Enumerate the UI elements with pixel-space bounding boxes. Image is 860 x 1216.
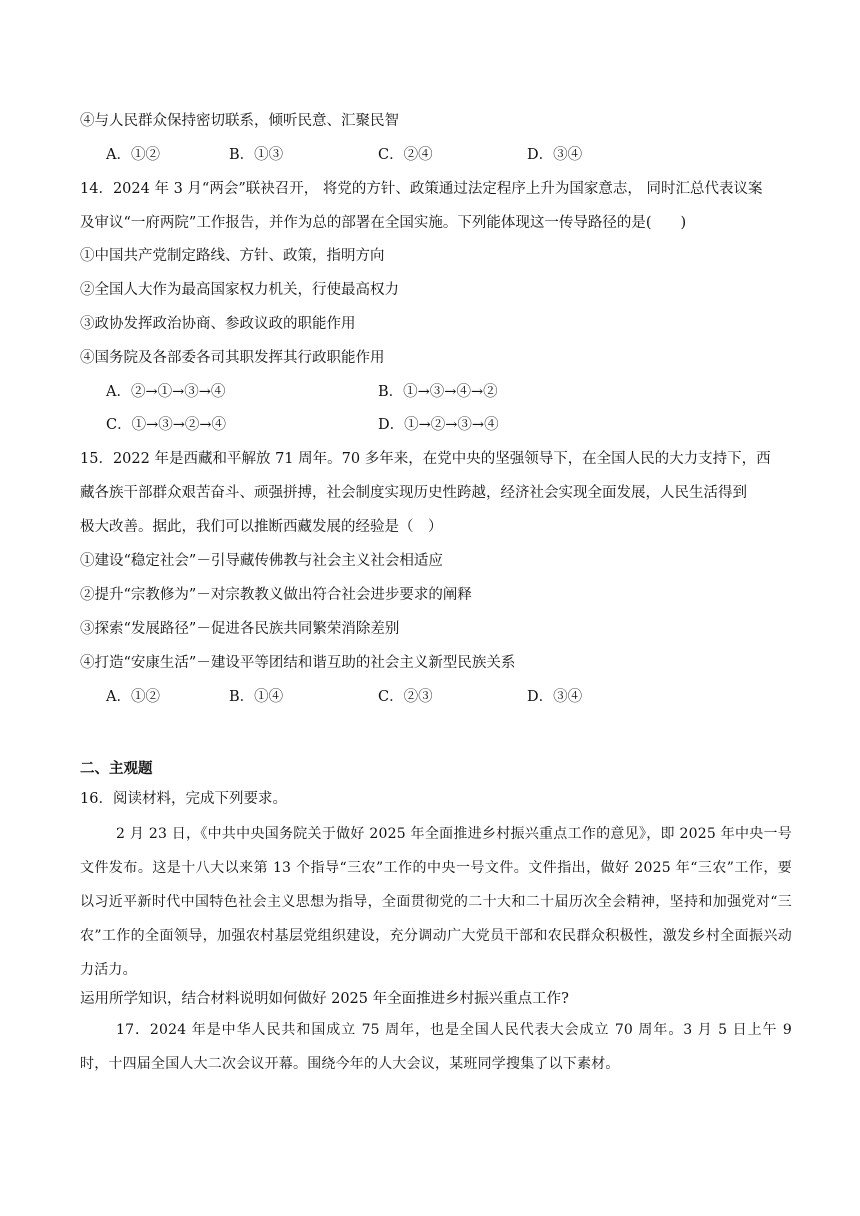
q13-option-d: D．③④	[527, 147, 583, 163]
q15-stem-line-3: 极大改善。据此，我们可以推断西藏发展的经验是（ ）	[80, 519, 443, 535]
q13-option-a: A．①②	[106, 147, 160, 163]
q15-item-4: ④打造“安康生活”－建设平等团结和谐互助的社会主义新型民族关系	[80, 655, 516, 671]
q13-option-c: C．②④	[378, 147, 433, 163]
q14-option-b: B．①→③→④→②	[378, 384, 498, 400]
q15-stem-line-2: 藏各族干部群众艰苦奋斗、顽强拼搏，社会制度实现历史性跨越，经济社会实现全面发展，人民生活得到	[80, 485, 747, 501]
section-heading: 二、主观题	[80, 761, 153, 777]
q16-question: 运用所学知识，结合材料说明如何做好 2025 年全面推进乡村振兴重点工作?	[80, 991, 569, 1007]
q14-item-4: ④国务院及各部委各司其职发挥其行政职能作用	[80, 350, 385, 366]
q14-option-d: D．①→②→③→④	[378, 417, 499, 433]
q15-item-2: ②提升“宗教修为”－对宗教教义做出符合社会进步要求的阐释	[80, 587, 472, 603]
q17-intro	[80, 1013, 792, 1081]
q16-material-text: 2 月 23 日，《中共中央国务院关于做好 2025 年全面推进乡村振兴重点工作的意见》，即 2025 年中央一号文件发布。这是十八大以来第 13 个指导“三农”工作的中央一号文件。文件指出，做好 2025 年“三农”工作，要以习近平新时代中国特色社会主义思想为指导，全面贯彻党的二十大和二十届历次全会精神，坚持和加强党对“三农”工作的全面领导，加强农村基层党组织建设，充分调动广大党员干部和农民群众积极性，激发乡村全面振兴动力活力。	[80, 826, 792, 978]
q16-material	[80, 817, 792, 987]
q13-item-4: ④与人民群众保持密切联系，倾听民意、汇聚民智	[80, 113, 399, 129]
q15-item-1: ①建设“稳定社会”－引导藏传佛教与社会主义社会相适应	[80, 553, 443, 569]
q15-stem-line-1: 15．2022 年是西藏和平解放 71 周年。70 多年来，在党中央的坚强领导下，在全国人民的大力支持下，西	[80, 451, 771, 467]
q14-stem-line-2: 及审议“一府两院”工作报告，并作为总的部署在全国实施。下列能体现这一传导路径的是( )	[80, 215, 687, 231]
q14-item-2: ②全国人大作为最高国家权力机关，行使最高权力	[80, 282, 399, 298]
q14-option-a: A．②→①→③→④	[106, 384, 226, 400]
q15-option-a: A．①②	[106, 689, 160, 705]
q15-item-3: ③探索“发展路径”－促进各民族共同繁荣消除差别	[80, 621, 400, 637]
q14-item-3: ③政协发挥政治协商、参政议政的职能作用	[80, 316, 356, 332]
q15-option-b: B．①④	[229, 689, 284, 705]
q14-item-1: ①中国共产党制定路线、方针、政策，指明方向	[80, 248, 385, 264]
q15-option-d: D．③④	[527, 689, 583, 705]
q14-option-c: C．①→③→②→④	[106, 417, 227, 433]
q17-intro-text: 17．2024 年是中华人民共和国成立 75 周年，也是全国人民代表大会成立 70 周年。3 月 5 日上午 9 时，十四届全国人大二次会议开幕。围绕今年的人大会议，某班同学搜集了以下素材。	[80, 1022, 792, 1072]
q15-option-c: C．②③	[378, 689, 433, 705]
q14-stem-line-1: 14．2024 年 3 月“两会”联袂召开， 将党的方针、政策通过法定程序上升为国家意志， 同时汇总代表议案	[80, 181, 763, 197]
q13-option-b: B．①③	[229, 147, 284, 163]
q16-stem: 16．阅读材料，完成下列要求。	[80, 791, 287, 807]
